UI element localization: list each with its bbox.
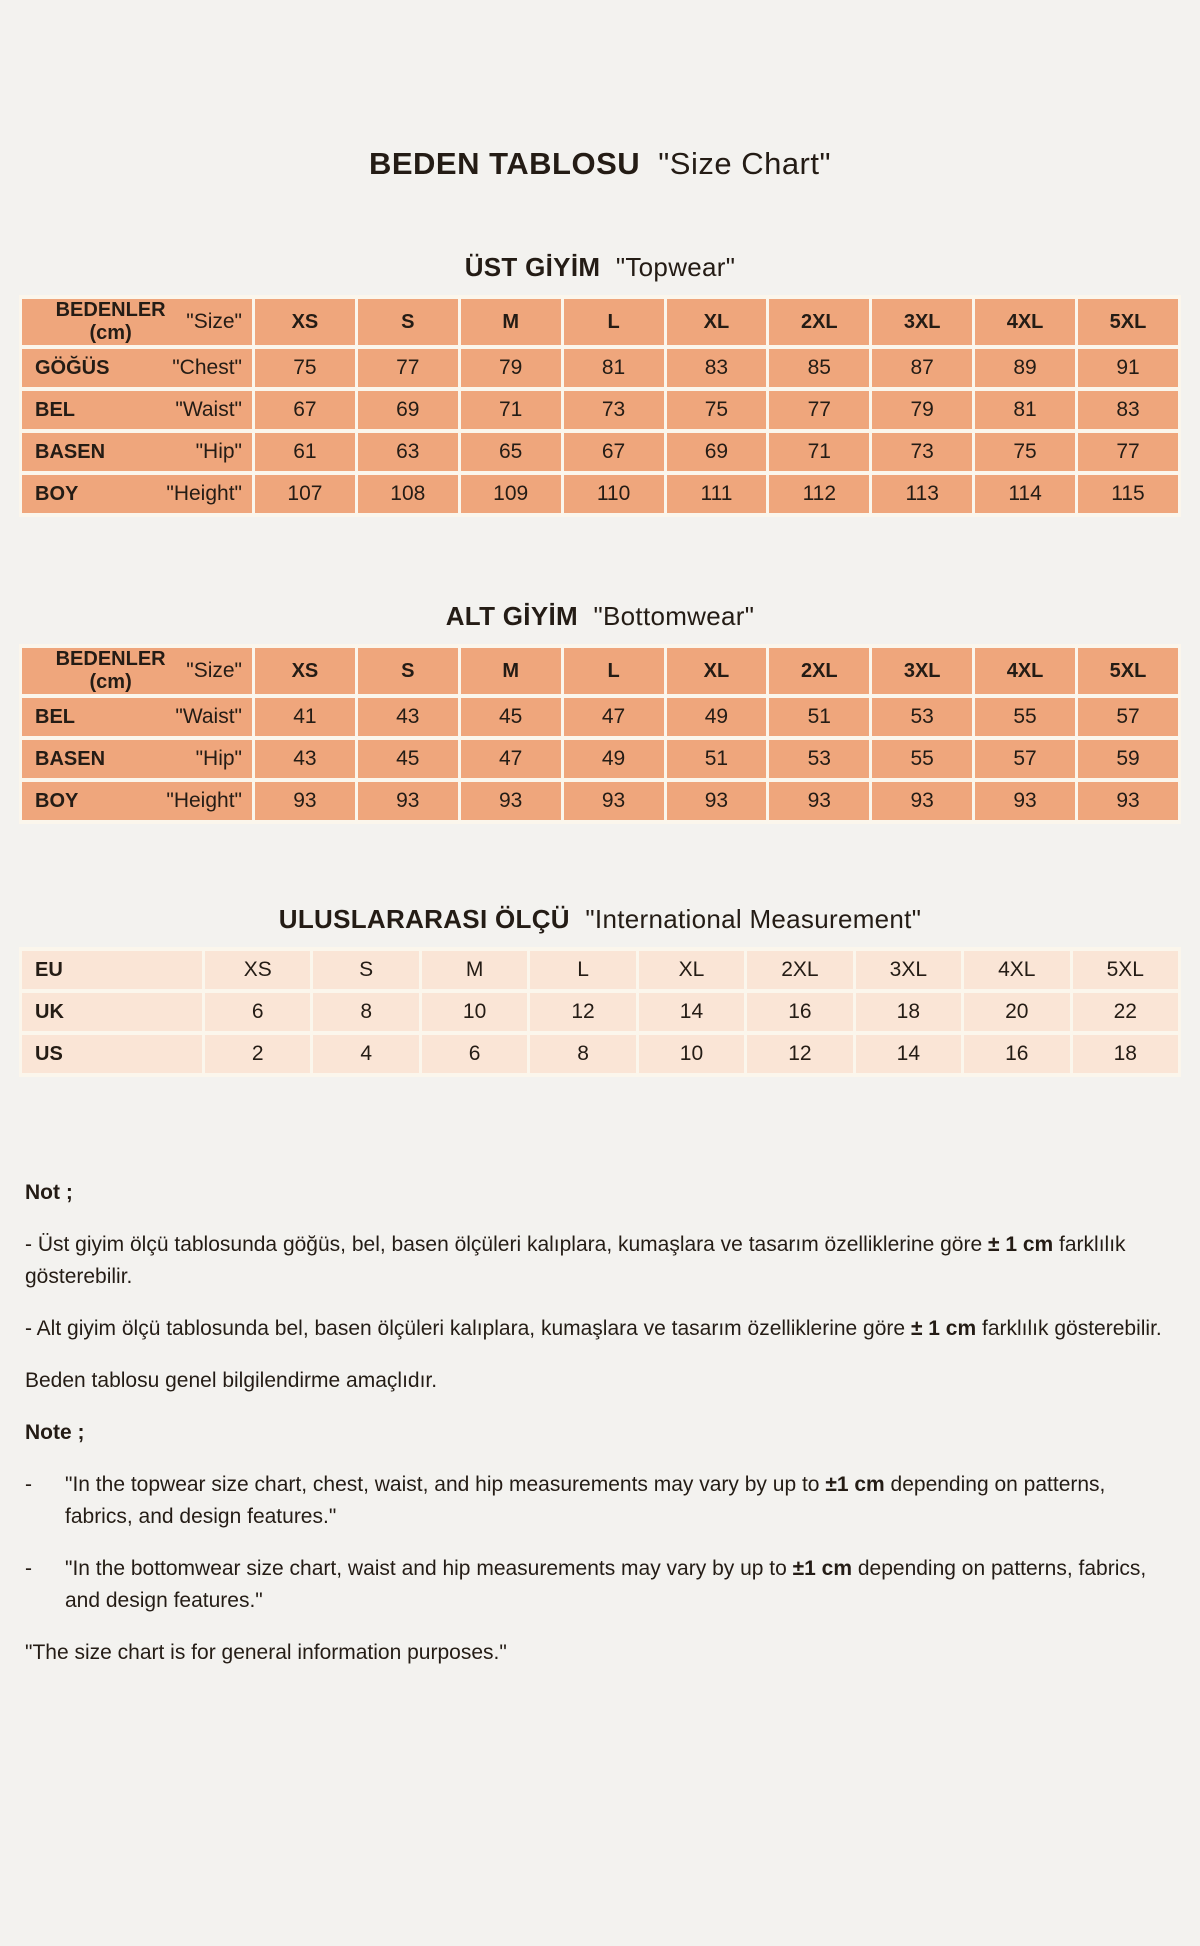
row-label xyxy=(22,782,252,820)
size-value-cell: XL xyxy=(639,951,744,989)
size-value-cell: 77 xyxy=(358,349,458,387)
size-column-header: XS xyxy=(255,648,355,694)
size-value-cell: 79 xyxy=(872,391,972,429)
row-label-cell xyxy=(22,698,252,736)
row-label-turkish: BEL xyxy=(35,398,75,421)
row-label-turkish: BOY xyxy=(35,482,79,505)
size-value-cell: 109 xyxy=(461,475,561,513)
size-value-cell: 53 xyxy=(769,740,869,778)
row-label-english: "Waist" xyxy=(175,705,242,728)
notes-heading-turkish: Not ; xyxy=(25,1181,73,1204)
size-column-header: 2XL xyxy=(769,648,869,694)
size-value-cell: 65 xyxy=(461,433,561,471)
size-column-header: XS xyxy=(255,299,355,345)
size-value-cell: 49 xyxy=(564,740,664,778)
text-run: depending on patterns, fabrics, and design features." xyxy=(65,1557,1147,1612)
text-run: - Üst giyim ölçü tablosunda göğüs, bel, basen ölçüleri kalıplara, kumaşlara ve tasarım özelliklerine göre xyxy=(25,1233,988,1256)
size-value-cell: 93 xyxy=(358,782,458,820)
size-value-cell: 2 xyxy=(205,1035,310,1073)
size-value-cell: 77 xyxy=(769,391,869,429)
size-value-cell: 5XL xyxy=(1073,951,1179,989)
text-run: - Alt giyim ölçü tablosunda bel, basen ölçüleri kalıplara, kumaşlara ve tasarım özelliklerine göre xyxy=(25,1317,911,1340)
topwear-heading-turkish: ÜST GİYİM xyxy=(464,252,601,282)
size-value-cell: L xyxy=(530,951,635,989)
size-value-cell: 18 xyxy=(1073,1035,1179,1073)
size-value-cell: 47 xyxy=(564,698,664,736)
size-value-cell: 14 xyxy=(639,993,744,1031)
size-column-header: 5XL xyxy=(1078,299,1178,345)
note-english-bottomwear xyxy=(65,1553,1165,1617)
size-value-cell: 10 xyxy=(639,1035,744,1073)
page-title xyxy=(0,146,1200,182)
note-bullet-bottomwear xyxy=(25,1553,1165,1617)
table-row xyxy=(22,349,1178,387)
row-label-english: "Waist" xyxy=(175,398,242,421)
row-label-cell xyxy=(22,433,252,471)
size-value-cell: 71 xyxy=(461,391,561,429)
bottomwear-heading-turkish: ALT GİYİM xyxy=(445,601,578,631)
row-label-cell xyxy=(22,993,202,1031)
size-value-cell: 4 xyxy=(313,1035,418,1073)
size-value-cell: 22 xyxy=(1073,993,1179,1031)
row-label-cell xyxy=(22,475,252,513)
size-value-cell: 16 xyxy=(747,993,852,1031)
size-column-header: L xyxy=(564,299,664,345)
row-label-cell xyxy=(22,1035,202,1073)
size-column-header: M xyxy=(461,648,561,694)
size-column-header: M xyxy=(461,299,561,345)
size-value-cell: 85 xyxy=(769,349,869,387)
size-value-cell: 43 xyxy=(358,698,458,736)
size-column-header: 4XL xyxy=(975,299,1075,345)
page-title-turkish: BEDEN TABLOSU xyxy=(368,146,641,181)
row-label-cell xyxy=(22,740,252,778)
text-run: farklılık gösterebilir. xyxy=(976,1317,1162,1340)
row-label xyxy=(22,433,252,471)
size-value-cell: 53 xyxy=(872,698,972,736)
table-header-row xyxy=(22,648,1178,694)
size-value-cell: 73 xyxy=(564,391,664,429)
row-label-cell xyxy=(22,648,252,694)
size-value-cell: 57 xyxy=(1078,698,1178,736)
size-value-cell: 75 xyxy=(975,433,1075,471)
row-label-cell xyxy=(22,782,252,820)
size-value-cell: 16 xyxy=(964,1035,1069,1073)
international-heading xyxy=(0,904,1200,935)
size-value-cell: 49 xyxy=(667,698,767,736)
size-value-cell: M xyxy=(422,951,527,989)
international-size-table xyxy=(19,947,1181,1077)
row-label xyxy=(22,740,252,778)
row-label-turkish: GÖĞÜS xyxy=(35,356,110,379)
size-value-cell: 8 xyxy=(530,1035,635,1073)
row-label-turkish: BOY xyxy=(35,789,79,812)
size-value-cell: 45 xyxy=(358,740,458,778)
size-value-cell: 67 xyxy=(255,391,355,429)
size-value-cell: 51 xyxy=(769,698,869,736)
size-value-cell: 43 xyxy=(255,740,355,778)
size-value-cell: 67 xyxy=(564,433,664,471)
bullet-dash: - xyxy=(25,1473,32,1496)
size-value-cell: 87 xyxy=(872,349,972,387)
size-value-cell: 73 xyxy=(872,433,972,471)
text-run: ± 1 cm xyxy=(910,1317,977,1340)
size-value-cell: 75 xyxy=(255,349,355,387)
text-run: "In the bottomwear size chart, waist and hip measurements may vary by up to xyxy=(65,1557,793,1580)
row-label-english: "Height" xyxy=(166,789,242,812)
topwear-heading xyxy=(0,252,1200,283)
size-column-header: S xyxy=(358,648,458,694)
notes-heading-english: Note ; xyxy=(25,1421,85,1444)
size-value-cell: 3XL xyxy=(856,951,961,989)
row-label xyxy=(22,475,252,513)
size-value-cell: 45 xyxy=(461,698,561,736)
size-value-cell: 115 xyxy=(1078,475,1178,513)
size-value-cell: XS xyxy=(205,951,310,989)
row-label-cell xyxy=(22,349,252,387)
size-chart-page xyxy=(0,146,1200,1669)
size-value-cell: 81 xyxy=(975,391,1075,429)
page-title-english: "Size Chart" xyxy=(658,146,831,181)
text-run: Beden tablosu genel bilgilendirme amaçlıdır. xyxy=(25,1369,438,1392)
size-value-cell: 63 xyxy=(358,433,458,471)
size-value-cell: 83 xyxy=(667,349,767,387)
size-value-cell: 6 xyxy=(205,993,310,1031)
text-run: ± 1 cm xyxy=(987,1233,1054,1256)
text-run: "The size chart is for general information purposes." xyxy=(25,1641,507,1664)
row-label-turkish: UK xyxy=(35,1000,64,1023)
size-value-cell: 77 xyxy=(1078,433,1178,471)
size-value-cell: 55 xyxy=(872,740,972,778)
bottomwear-size-table xyxy=(19,644,1181,824)
bottomwear-heading xyxy=(0,601,1200,632)
note-turkish-topwear xyxy=(25,1229,1165,1293)
table-row xyxy=(22,698,1178,736)
note-english-topwear xyxy=(65,1469,1165,1533)
size-value-cell: 12 xyxy=(747,1035,852,1073)
size-value-cell: 20 xyxy=(964,993,1069,1031)
size-value-cell: 69 xyxy=(667,433,767,471)
international-heading-english: "International Measurement" xyxy=(585,904,922,934)
table-header-row xyxy=(22,299,1178,345)
notes-section xyxy=(25,1177,1165,1669)
size-value-cell: 93 xyxy=(872,782,972,820)
size-value-cell: 108 xyxy=(358,475,458,513)
row-label-english: "Size" xyxy=(186,310,242,333)
table-row xyxy=(22,1035,1178,1073)
row-label-cell xyxy=(22,391,252,429)
row-label-english: "Hip" xyxy=(195,747,242,770)
size-column-header: XL xyxy=(667,648,767,694)
text-run: farklılık gösterebilir. xyxy=(25,1233,1126,1288)
size-value-cell: 69 xyxy=(358,391,458,429)
row-label-english: "Chest" xyxy=(172,356,242,379)
size-value-cell: S xyxy=(313,951,418,989)
row-label-cell xyxy=(22,299,252,345)
size-value-cell: 59 xyxy=(1078,740,1178,778)
row-label xyxy=(22,299,252,345)
size-value-cell: 71 xyxy=(769,433,869,471)
row-label xyxy=(22,698,252,736)
row-label-english: "Hip" xyxy=(195,440,242,463)
table-row xyxy=(22,740,1178,778)
row-label xyxy=(22,993,202,1031)
size-value-cell: 2XL xyxy=(747,951,852,989)
size-value-cell: 93 xyxy=(461,782,561,820)
size-value-cell: 4XL xyxy=(964,951,1069,989)
bottomwear-heading-english: "Bottomwear" xyxy=(593,601,755,631)
row-label xyxy=(22,391,252,429)
size-value-cell: 93 xyxy=(975,782,1075,820)
table-row xyxy=(22,782,1178,820)
row-label xyxy=(22,951,202,989)
row-label-turkish: EU xyxy=(35,958,63,981)
text-run: ±1 cm xyxy=(792,1557,853,1580)
size-value-cell: 113 xyxy=(872,475,972,513)
international-heading-turkish: ULUSLARARASI ÖLÇÜ xyxy=(278,904,570,934)
size-value-cell: 79 xyxy=(461,349,561,387)
note-turkish-general xyxy=(25,1365,1165,1397)
table-row xyxy=(22,993,1178,1031)
text-run: "In the topwear size chart, chest, waist, and hip measurements may vary by up to xyxy=(65,1473,826,1496)
size-value-cell: 81 xyxy=(564,349,664,387)
size-value-cell: 51 xyxy=(667,740,767,778)
size-value-cell: 75 xyxy=(667,391,767,429)
size-value-cell: 93 xyxy=(564,782,664,820)
row-label-turkish: BEDENLER (cm) xyxy=(55,299,166,344)
size-column-header: 5XL xyxy=(1078,648,1178,694)
topwear-heading-english: "Topwear" xyxy=(615,252,736,282)
size-value-cell: 91 xyxy=(1078,349,1178,387)
size-value-cell: 55 xyxy=(975,698,1075,736)
size-value-cell: 6 xyxy=(422,1035,527,1073)
size-value-cell: 114 xyxy=(975,475,1075,513)
row-label-english: "Height" xyxy=(166,482,242,505)
size-value-cell: 93 xyxy=(255,782,355,820)
size-value-cell: 12 xyxy=(530,993,635,1031)
note-bullet-topwear xyxy=(25,1469,1165,1533)
size-value-cell: 111 xyxy=(667,475,767,513)
size-value-cell: 61 xyxy=(255,433,355,471)
row-label-english: "Size" xyxy=(186,659,242,682)
size-value-cell: 57 xyxy=(975,740,1075,778)
size-value-cell: 41 xyxy=(255,698,355,736)
size-value-cell: 47 xyxy=(461,740,561,778)
size-column-header: 3XL xyxy=(872,299,972,345)
size-column-header: S xyxy=(358,299,458,345)
bullet-dash: - xyxy=(25,1557,32,1580)
note-footer xyxy=(25,1637,1165,1669)
text-run: depending on patterns, fabrics, and design features." xyxy=(65,1473,1106,1528)
size-column-header: 2XL xyxy=(769,299,869,345)
size-value-cell: 110 xyxy=(564,475,664,513)
row-label-turkish: BASEN xyxy=(35,440,106,463)
table-row xyxy=(22,951,1178,989)
size-value-cell: 107 xyxy=(255,475,355,513)
size-value-cell: 93 xyxy=(667,782,767,820)
table-row xyxy=(22,475,1178,513)
table-row xyxy=(22,433,1178,471)
row-label-cell xyxy=(22,951,202,989)
size-value-cell: 93 xyxy=(769,782,869,820)
row-label xyxy=(22,648,252,694)
size-value-cell: 8 xyxy=(313,993,418,1031)
row-label-turkish: BEDENLER (cm) xyxy=(55,648,166,693)
row-label-turkish: BASEN xyxy=(35,747,106,770)
size-value-cell: 112 xyxy=(769,475,869,513)
size-column-header: XL xyxy=(667,299,767,345)
row-label-turkish: BEL xyxy=(35,705,75,728)
size-column-header: L xyxy=(564,648,664,694)
size-value-cell: 10 xyxy=(422,993,527,1031)
size-value-cell: 89 xyxy=(975,349,1075,387)
table-row xyxy=(22,391,1178,429)
size-value-cell: 83 xyxy=(1078,391,1178,429)
size-column-header: 3XL xyxy=(872,648,972,694)
size-value-cell: 18 xyxy=(856,993,961,1031)
text-run: ±1 cm xyxy=(825,1473,885,1496)
size-value-cell: 14 xyxy=(856,1035,961,1073)
row-label xyxy=(22,1035,202,1073)
topwear-size-table xyxy=(19,295,1181,517)
note-turkish-bottomwear xyxy=(25,1313,1165,1345)
row-label xyxy=(22,349,252,387)
row-label-turkish: US xyxy=(35,1042,63,1065)
size-value-cell: 93 xyxy=(1078,782,1178,820)
size-column-header: 4XL xyxy=(975,648,1075,694)
